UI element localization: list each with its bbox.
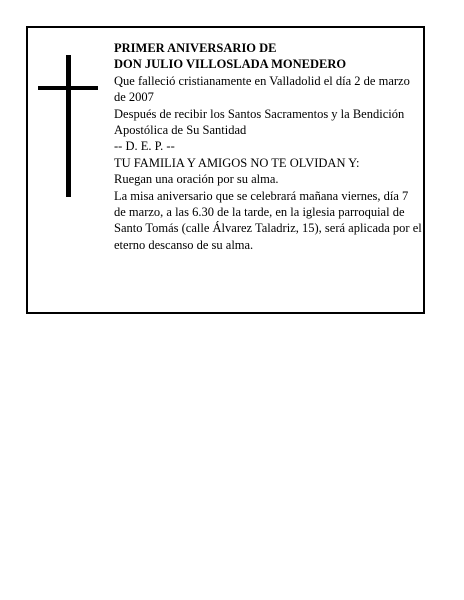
notice-text — [114, 40, 422, 253]
heading-line-1: PRIMER ANIVERSARIO DE — [114, 41, 277, 55]
prayer-request: Ruegan una oración por su alma. — [114, 172, 279, 187]
obituary-notice — [26, 26, 425, 314]
cross-horizontal-bar — [38, 86, 98, 90]
cross-vertical-bar — [66, 55, 71, 197]
heading-line-2: DON JULIO VILLOSLADA MONEDERO — [114, 57, 347, 72]
death-info: Que falleció cristianamente en Valladolid el día 2 de marzo de 2007 — [114, 73, 410, 105]
sacraments-info: Después de recibir los Santos Sacramentos y la Bendición Apostólica de Su Santidad — [114, 106, 405, 138]
family-line: TU FAMILIA Y AMIGOS NO TE OLVIDAN Y: — [114, 155, 360, 170]
dep-line: -- D. E. P. -- — [114, 139, 175, 154]
mass-info: La misa aniversario que se celebrará mañana viernes, día 7 de marzo, a las 6.30 de la tarde, en la iglesia parroquial de Santo Tomás (calle Álvarez Taladriz, 15), será aplicada por el eterno descanso de su alma. — [114, 188, 422, 252]
